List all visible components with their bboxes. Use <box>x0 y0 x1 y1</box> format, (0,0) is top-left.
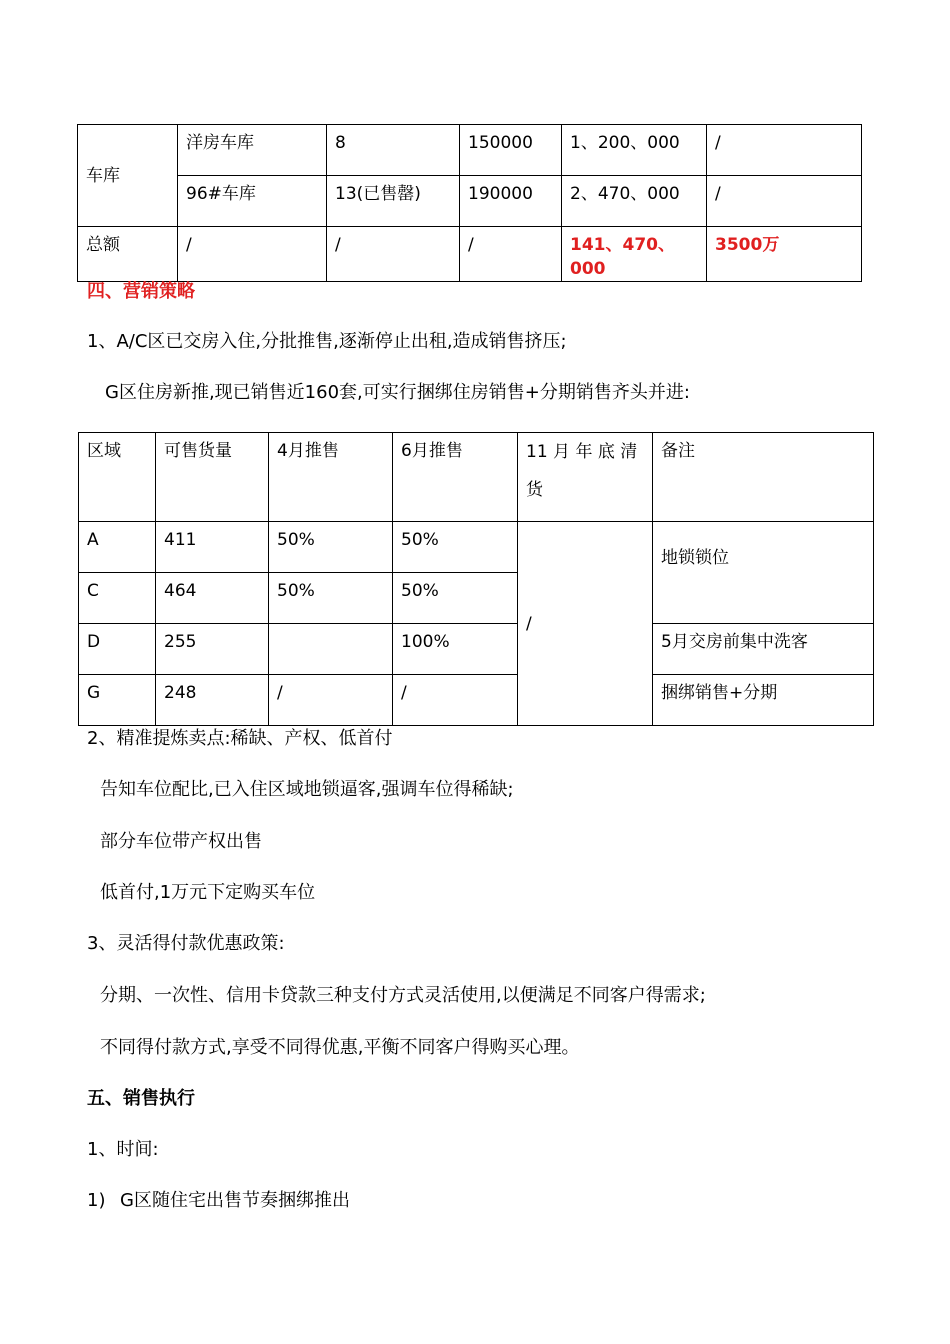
plan-qty-cell <box>156 573 269 624</box>
plan-jun: 50% <box>401 530 439 550</box>
plan-header-cell <box>269 433 393 522</box>
garage-table <box>77 124 862 282</box>
garage-name: 96#车库 <box>186 184 256 204</box>
sum-total: 141、470、000 <box>570 235 675 279</box>
plan-nov-cell <box>518 522 653 726</box>
plan-header-cell <box>156 433 269 522</box>
garage-name-cell <box>178 125 327 176</box>
plan-header: 可售货量 <box>164 441 232 461</box>
plan-zone-cell <box>79 573 156 624</box>
sum-cell <box>327 227 460 282</box>
plan-apr-cell <box>269 624 393 675</box>
plan-header: 区域 <box>87 441 121 461</box>
plan-apr: 50% <box>277 530 315 550</box>
garage-note: / <box>715 133 721 153</box>
payment-paragraph: 分期、一次性、信用卡贷款三种支付方式灵活使用,以便满足不同客户得需求; <box>100 985 706 1006</box>
sum-value: / <box>468 235 474 255</box>
plan-zone: A <box>87 530 99 550</box>
plan-zone-cell <box>79 624 156 675</box>
plan-jun-cell <box>393 675 518 726</box>
plan-note: 地锁锁位 <box>661 548 729 568</box>
sum-label-cell <box>78 227 178 282</box>
plan-note: 5月交房前集中洗客 <box>661 632 808 652</box>
plan-header-cell <box>653 433 874 522</box>
plan-apr-cell <box>269 675 393 726</box>
sum-value: / <box>186 235 192 255</box>
plan-jun-cell <box>393 624 518 675</box>
payment-heading: 3、灵活得付款优惠政策: <box>87 933 285 954</box>
garage-price: 190000 <box>468 184 533 204</box>
garage-note-cell <box>707 125 862 176</box>
plan-header: 6月推售 <box>401 441 463 461</box>
sum-note-cell <box>707 227 862 282</box>
garage-total: 1、200、000 <box>570 133 680 153</box>
sum-total-cell <box>562 227 707 282</box>
plan-header-cell <box>393 433 518 522</box>
plan-note: 捆绑销售+分期 <box>661 683 778 703</box>
plan-apr-cell <box>269 522 393 573</box>
plan-note-cell <box>653 675 874 726</box>
plan-header-cell <box>518 433 653 522</box>
plan-jun-cell <box>393 522 518 573</box>
garage-price: 150000 <box>468 133 533 153</box>
sum-label: 总额 <box>86 235 120 255</box>
sum-cell <box>178 227 327 282</box>
sum-value: / <box>335 235 341 255</box>
garage-name-cell <box>178 176 327 227</box>
selling-point-paragraph: 告知车位配比,已入住区域地锁逼客,强调车位得稀缺; <box>100 779 514 800</box>
garage-count: 8 <box>335 133 346 153</box>
plan-apr: 50% <box>277 581 315 601</box>
garage-count-cell <box>327 125 460 176</box>
plan-zone-cell <box>79 675 156 726</box>
plan-zone-cell <box>79 522 156 573</box>
section5-paragraph: 1、时间: <box>87 1139 159 1160</box>
plan-table <box>78 432 874 726</box>
plan-note-cell <box>653 624 874 675</box>
plan-jun: 50% <box>401 581 439 601</box>
garage-name: 洋房车库 <box>186 133 254 153</box>
section5-list-marker: 1) <box>87 1190 106 1211</box>
section5-list-item: G区随住宅出售节奏捆绑推出 <box>120 1190 350 1211</box>
plan-header: 4月推售 <box>277 441 339 461</box>
plan-apr-cell <box>269 573 393 624</box>
plan-jun: 100% <box>401 632 450 652</box>
plan-qty-cell <box>156 675 269 726</box>
garage-total: 2、470、000 <box>570 184 680 204</box>
plan-qty: 464 <box>164 581 197 601</box>
selling-point-heading: 2、精准提炼卖点:稀缺、产权、低首付 <box>87 728 393 749</box>
garage-total-cell <box>562 176 707 227</box>
plan-qty-cell <box>156 522 269 573</box>
garage-price-cell <box>460 125 562 176</box>
plan-header: 11 月 年 底 清 货 <box>526 442 638 500</box>
plan-jun-cell <box>393 573 518 624</box>
plan-note-cell <box>653 522 874 624</box>
section4-paragraph: G区住房新推,现已销售近160套,可实行捆绑住房销售+分期销售齐头并进: <box>105 382 690 403</box>
selling-point-paragraph: 部分车位带产权出售 <box>100 831 262 852</box>
plan-qty: 411 <box>164 530 197 550</box>
plan-zone: D <box>87 632 101 652</box>
garage-note: / <box>715 184 721 204</box>
plan-qty: 255 <box>164 632 197 652</box>
plan-qty: 248 <box>164 683 197 703</box>
plan-zone: G <box>87 683 101 703</box>
garage-total-cell <box>562 125 707 176</box>
sum-cell <box>460 227 562 282</box>
section4-heading: 四、营销策略 <box>87 281 195 302</box>
payment-paragraph: 不同得付款方式,享受不同得优惠,平衡不同客户得购买心理。 <box>100 1037 580 1058</box>
plan-header-cell <box>79 433 156 522</box>
plan-nov: / <box>526 613 532 634</box>
selling-point-paragraph: 低首付,1万元下定购买车位 <box>100 882 316 903</box>
plan-apr: / <box>277 683 283 703</box>
plan-qty-cell <box>156 624 269 675</box>
plan-jun: / <box>401 683 407 703</box>
garage-count-cell <box>327 176 460 227</box>
section4-paragraph: 1、A/C区已交房入住,分批推售,逐渐停止出租,造成销售挤压; <box>87 331 567 352</box>
plan-zone: C <box>87 581 99 601</box>
garage-note-cell <box>707 176 862 227</box>
garage-category-cell <box>78 125 178 227</box>
sum-note: 3500万 <box>715 235 780 255</box>
garage-category: 车库 <box>86 165 120 186</box>
plan-header: 备注 <box>661 441 695 461</box>
section5-heading: 五、销售执行 <box>87 1088 195 1109</box>
garage-price-cell <box>460 176 562 227</box>
garage-count: 13(已售罄) <box>335 184 421 204</box>
